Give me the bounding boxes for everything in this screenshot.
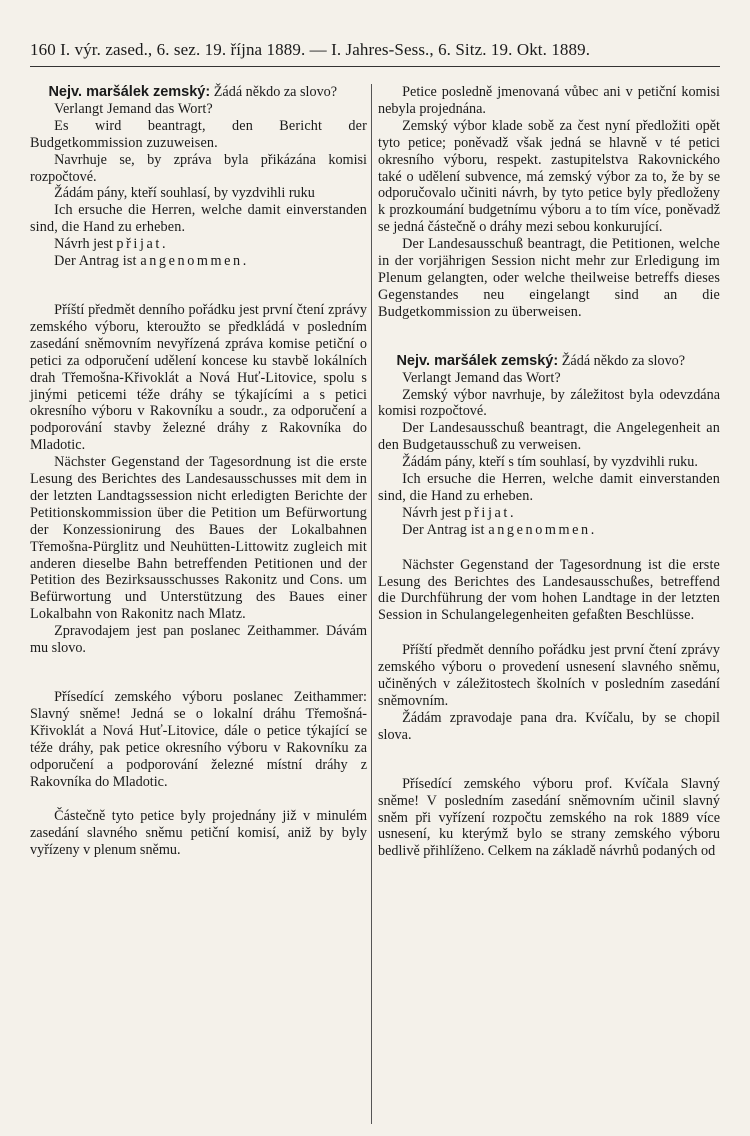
page-header: 160 I. výr. zased., 6. sez. 19. října 1889. — I. Jahres-Sess., 6. Sitz. 19. Okt. 1889. bbox=[30, 40, 591, 59]
paragraph: Návrh jest přijat. bbox=[54, 236, 166, 253]
paragraph: Verlangt Jemand das Wort? bbox=[402, 369, 561, 386]
paragraph: Es wird beantragt, den Bericht der Budgetkommission zuzuweisen. bbox=[30, 117, 367, 151]
paragraph: Nejv. maršálek zemský: Žádá někdo za slovo? bbox=[396, 352, 686, 369]
paragraph: Zemský výbor klade sobě za čest nyní předložiti opět tyto petice; poněvadž však jedná se hlavně v té petici okresního výboru, respekt. zastupitelstva Rakovnického také o udělení subvence, má zemský výbor za to, že by se odporučovalo učiniti návrh, by tyto petice byly předloženy k prozkoumání budgetnímu výboru a to tím více, poněvadž se jedná částečně o dráhy mezi sebou konkurující. bbox=[378, 117, 720, 236]
paragraph: Příští předmět denního pořádku jest první čtení zprávy zemského výboru o provedení usnesení slavného sněmu, učiněných v záležitostech školních v posledním zasedání sněmovním. bbox=[378, 642, 720, 709]
header-rule bbox=[30, 66, 720, 67]
paragraph: Nejv. maršálek zemský: Žádá někdo za slovo? bbox=[48, 84, 338, 100]
left-column bbox=[30, 84, 367, 859]
paragraph: Ich ersuche die Herren, welche damit einverstanden sind, die Hand zu erheben. bbox=[30, 202, 367, 236]
paragraph: Der Antrag ist angenommen. bbox=[402, 521, 595, 538]
paragraph: Der Landesausschuß beantragt, die Angelegenheit an den Budgetausschuß zu verweisen. bbox=[378, 420, 720, 454]
speaker-name: Nejv. maršálek zemský: bbox=[48, 84, 211, 100]
paragraph: Ich ersuche die Herren, welche damit einverstanden sind, die Hand zu erheben. bbox=[378, 471, 720, 504]
paragraph: Žádám pány, kteří s tím souhlasí, by vyzdvihli ruku. bbox=[402, 454, 698, 471]
paragraph: Navrhuje se, by zpráva byla přikázána komisi rozpočtové. bbox=[30, 151, 367, 185]
right-column bbox=[378, 84, 720, 860]
paragraph: Nächster Gegenstand der Tagesordnung ist die erste Lesung des Berichtes des Landesausschusses mit dem in der letzten Landtagssession nicht erledigten Berichte der Petitionskommission über die Petition um Befürwortung der Konzessionirung des Baues der Lokalbahnen Třemošna-Pürglitz und Neuhütten-Littowitz zugleich mit anderen dieselbe Bahn betreffenden Petitionen und der Petition des Bezirksausschusses Rakonitz und Cons. um Befürwortung und Unterstützung des Baues einer Lokalbahn von Rakonitz nach Mlatz. bbox=[30, 454, 367, 623]
paragraph: Žádám pány, kteří souhlasí, by vyzdvihli ruku bbox=[54, 185, 315, 202]
paragraph: Přísedící zemského výboru poslanec Zeithammer: Slavný sněme! Jedná se o lokalní dráhu Třemošná-Křivoklát a Nová Huť-Litovice, dále o petice týkající se téže dráhy, pak petice okresního výboru v Rakovníku za odporučení a podporování železné místní dráhy z Rakovníka do Mladotic. bbox=[30, 689, 367, 790]
column-divider bbox=[371, 84, 372, 1124]
paragraph: Der Antrag ist angenommen. bbox=[54, 253, 247, 270]
paragraph: Zpravodajem jest pan poslanec Zeithammer. Dávám mu slovo. bbox=[30, 623, 367, 657]
speaker-name: Nejv. maršálek zemský: bbox=[396, 352, 559, 369]
paragraph: Nächster Gegenstand der Tagesordnung ist die erste Lesung des Berichtes des Landesausschußes, betreffend die Durchführung der vom hohen Landtage in der letzten Session in Schulangelegenheiten gefaßten Beschlüsse. bbox=[378, 556, 720, 624]
paragraph: Der Landesausschuß beantragt, die Petitionen, welche in der vorjährigen Session nicht mehr zur Erledigung im Plenum gelangten, oder welche theilweise betreffs dieses Gegenstandes neu eingelangt sind an die Budgetkommission zu überweisen. bbox=[378, 236, 720, 320]
paragraph: Příští předmět denního pořádku jest první čtení zprávy zemského výboru, kteroužto se předkládá v posledním zasedání sněmovním nevyřízená zpráva komise petiční o petici za odporučení udělení koncese ku stavbě lokálních drah Třemošna-Křivoklát a Nová Huť-Litovice, spolu s jinými peticemi téže dráhy se týkajícími a s petici okresního výboru v Rakovníku a soudr., za odporučení a podporování stavby železné dráhy z Rakovníka do Mladotic. bbox=[30, 301, 367, 454]
paragraph: Petice posledně jmenovaná vůbec ani v petiční komisi nebyla projednána. bbox=[378, 84, 720, 117]
paragraph: Zemský výbor navrhuje, by záležitost byla odevzdána komisi rozpočtové. bbox=[378, 386, 720, 420]
paragraph: Verlangt Jemand das Wort? bbox=[54, 100, 213, 117]
paragraph: Částečně tyto petice byly projednány již v minulém zasedání slavného sněmu petiční komisí, aniž by byly vyřízeny v plenum sněmu. bbox=[30, 808, 367, 859]
paragraph: Přísedící zemského výboru prof. Kvíčala Slavný sněme! V posledním zasedání sněmovním učinil slavný sněm při vyřízení rozpočtu zemského na rok 1889 více usnesení, ku kterýmž bylo se strany zemského výboru bedlivě přihlíženo. Celkem na základě návrhů podaných od bbox=[378, 775, 720, 860]
paragraph: Návrh jest přijat. bbox=[402, 504, 514, 521]
paragraph: Žádám zpravodaje pana dra. Kvíčalu, by se chopil slova. bbox=[378, 709, 720, 743]
